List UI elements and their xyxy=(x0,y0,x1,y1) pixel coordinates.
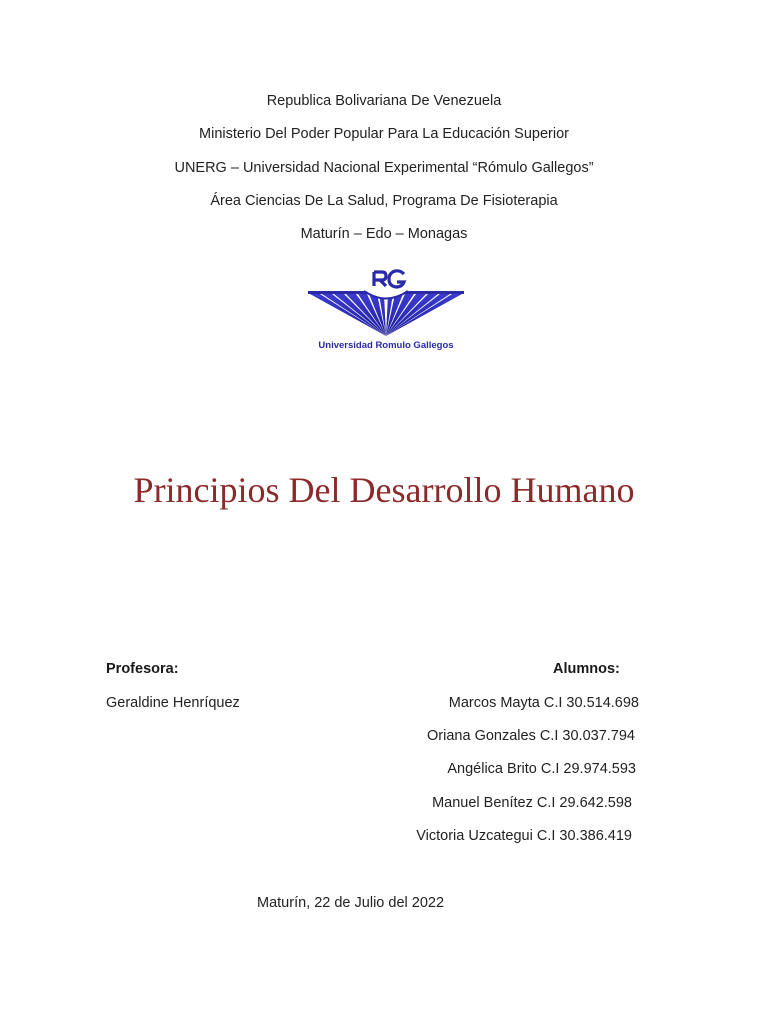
document-title: Principios Del Desarrollo Humano xyxy=(133,470,635,510)
professor-name: Geraldine Henríquez xyxy=(106,695,240,711)
header-line-ministry: Ministerio Del Poder Popular Para La Educación Superior xyxy=(199,126,569,142)
student-item: Angélica Brito C.I 29.974.593 xyxy=(447,761,636,777)
logo-caption: Universidad Romulo Gallegos xyxy=(318,340,454,351)
place-date: Maturín, 22 de Julio del 2022 xyxy=(257,895,445,911)
professor-label: Profesora: xyxy=(106,661,179,677)
header-line-location: Maturín – Edo – Monagas xyxy=(300,226,468,242)
header-line-area: Área Ciencias De La Salud, Programa De Fisioterapia xyxy=(210,193,558,209)
header-line-university: UNERG – Universidad Nacional Experimental “Rómulo Gallegos” xyxy=(174,160,594,176)
header-line-republic: Republica Bolivariana De Venezuela xyxy=(266,93,502,109)
students-label: Alumnos: xyxy=(553,661,620,677)
logo-monogram-icon xyxy=(374,271,404,287)
student-item: Manuel Benítez C.I 29.642.598 xyxy=(432,795,632,811)
student-item: Marcos Mayta C.I 30.514.698 xyxy=(448,695,639,711)
logo-wings-icon xyxy=(310,294,462,336)
student-item: Oriana Gonzales C.I 30.037.794 xyxy=(427,728,635,744)
student-item: Victoria Uzcategui C.I 30.386.419 xyxy=(416,828,632,844)
